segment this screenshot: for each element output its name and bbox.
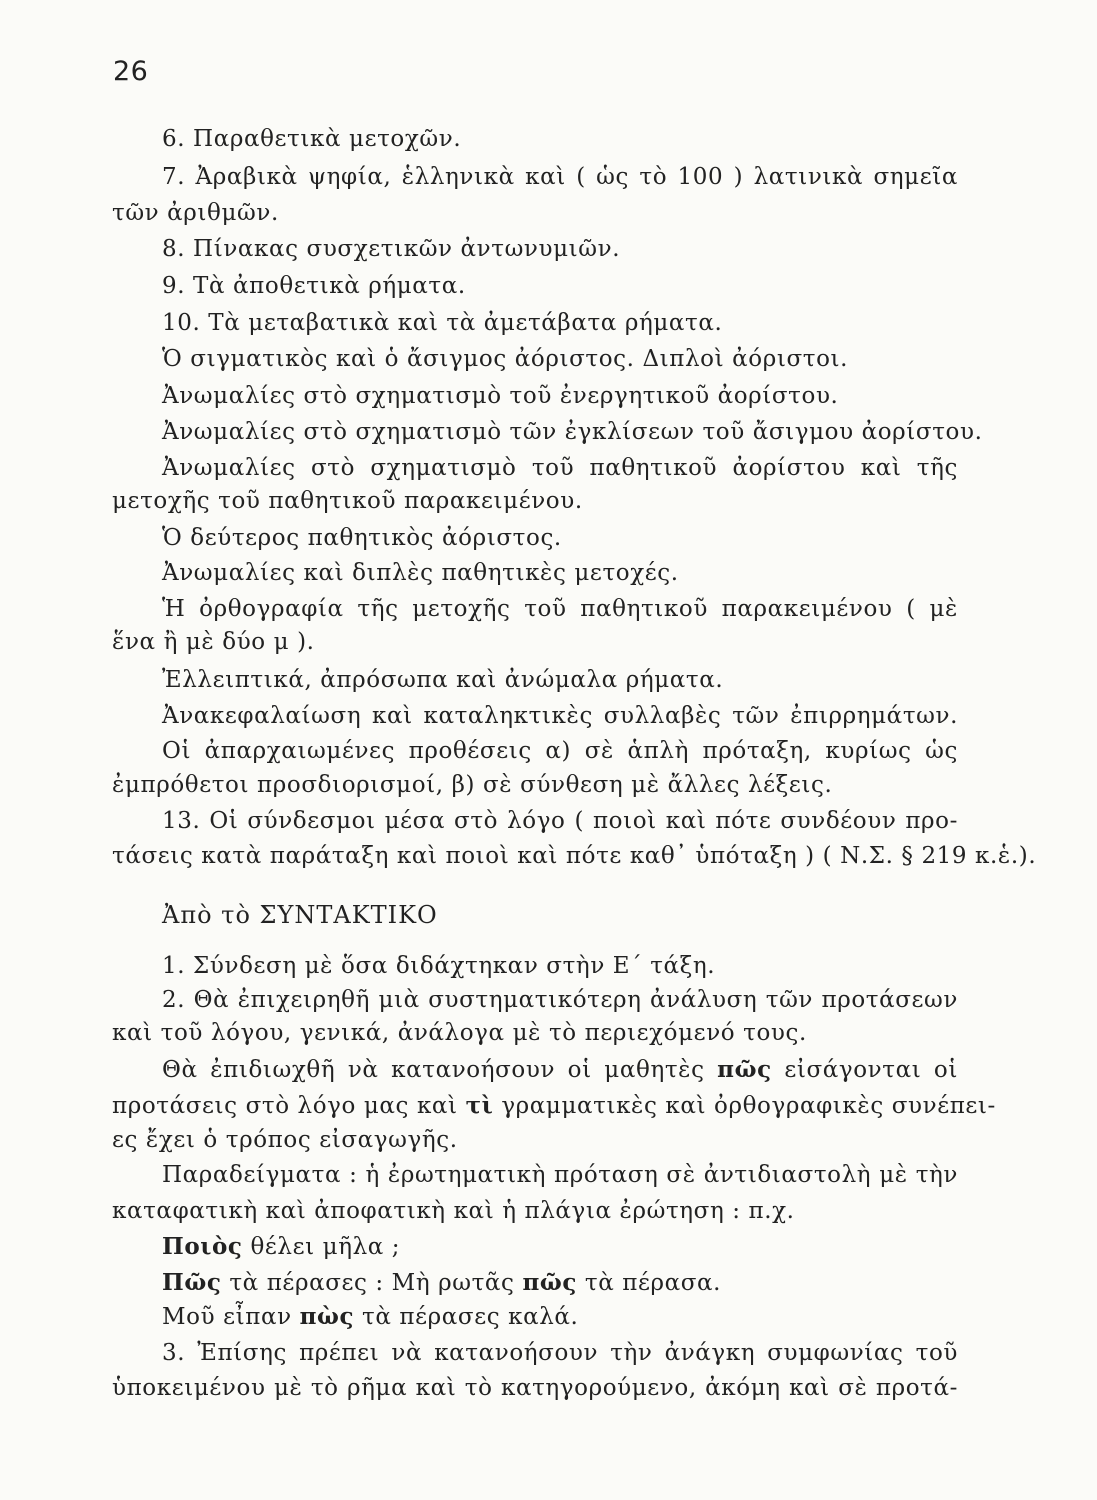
list-subitem-prepositions-line2: ἐμπρόθετοι προσδιορισμοί, β) σὲ σύνθεση μὲ ἄλλες λέξεις. [112,772,833,798]
example-line-1: Ποιὸς θέλει μῆλα ; [162,1233,401,1260]
syntax-paragraph-4-line1: Παραδείγματα : ἡ ἐρωτηματικὴ πρόταση σὲ ἀντιδιαστολὴ μὲ τὴν [162,1162,958,1188]
list-subitem-orthography-line2: ἕνα ἢ μὲ δύο μ ). [112,629,315,655]
syntax-paragraph-4-line2: καταφατικὴ καὶ ἀποφατικὴ καὶ ἡ πλάγια ἐρώτηση : π.χ. [112,1198,795,1224]
list-item-7-line2: τῶν ἀριθμῶν. [112,200,279,226]
list-subitem-elliptical-verbs: Ἐλλειπτικά, ἀπρόσωπα καὶ ἀνώμαλα ρήματα. [162,667,724,693]
syntax-item-3-line1: 3. Ἐπίσης πρέπει νὰ κατανοήσουν τὴν ἀνάγκη συμφωνίας τοῦ [162,1340,958,1366]
list-item-6: 6. Παραθετικὰ μετοχῶν. [162,126,462,152]
example-line-2: Πῶς τὰ πέρασες : Μὴ ρωτᾶς πῶς τὰ πέρασα. [162,1269,722,1296]
syntax-item-2-line2: καὶ τοῦ λόγου, γενικά, ἀνάλογα μὲ τὸ περιεχόμενό τους. [112,1020,807,1046]
bold-word-pos: πῶς [717,1056,772,1083]
list-subitem-orthography-line1: Ἡ ὀρθογραφία τῆς μετοχῆς τοῦ παθητικοῦ παρακειμένου ( μὲ [162,596,958,622]
list-item-7-line1: 7. Ἀραβικὰ ψηφία, ἑλληνικὰ καὶ ( ὡς τὸ 100 ) λατινικὰ σημεῖα [162,164,958,190]
list-subitem-passive-aorist-line2: μετοχῆς τοῦ παθητικοῦ παρακειμένου. [112,488,583,514]
list-subitem-adverb-endings: Ἀνακεφαλαίωση καὶ καταληκτικὲς συλλαβὲς τῶν ἐπιρρημάτων. [162,703,958,729]
list-subitem-passive-aorist-line1: Ἀνωμαλίες στὸ σχηματισμὸ τοῦ παθητικοῦ ἀορίστου καὶ τῆς [162,455,958,481]
list-subitem-sigmatic-aorist: Ὁ σιγματικὸς καὶ ὁ ἄσιγμος ἀόριστος. Διπλοὶ ἀόριστοι. [162,346,849,372]
list-subitem-active-aorist: Ἀνωμαλίες στὸ σχηματισμὸ τοῦ ἐνεργητικοῦ ἀορίστου. [162,383,839,409]
list-subitem-passive-participles: Ἀνωμαλίες καὶ διπλὲς παθητικὲς μετοχές. [162,560,679,586]
list-item-9: 9. Τὰ ἀποθετικὰ ρήματα. [162,273,466,299]
syntax-paragraph-3-line3: ες ἔχει ὁ τρόπος εἰσαγωγῆς. [112,1127,458,1153]
page-number: 26 [113,56,149,87]
syntax-item-1: 1. Σύνδεση μὲ ὅσα διδάχτηκαν στὴν Ε΄ τάξη. [162,953,716,979]
syntax-item-2-line1: 2. Θὰ ἐπιχειρηθῆ μιὰ συστηματικότερη ἀνάλυση τῶν προτάσεων [162,987,958,1013]
list-item-13-line2: τάσεις κατὰ παράταξη καὶ ποιοὶ καὶ πότε καθ᾽ ὑπόταξη ) ( Ν.Σ. § 219 κ.ἑ.). [112,843,1037,869]
list-subitem-asigmatic-moods: Ἀνωμαλίες στὸ σχηματισμὸ τῶν ἐγκλίσεων τοῦ ἄσιγμου ἀορίστου. [162,419,983,445]
list-subitem-second-passive-aorist: Ὁ δεύτερος παθητικὸς ἀόριστος. [162,525,562,551]
list-item-8: 8. Πίνακας συσχετικῶν ἀντωνυμιῶν. [162,236,621,262]
bold-word-ti: τὶ [465,1092,494,1119]
syntax-paragraph-3-line1: Θὰ ἐπιδιωχθῆ νὰ κατανοήσουν οἱ μαθητὲς πῶς εἰσάγονται οἱ [162,1056,958,1083]
list-item-10: 10. Τὰ μεταβατικὰ καὶ τὰ ἀμετάβατα ρήματα. [162,310,723,336]
list-item-13-line1: 13. Οἱ σύνδεσμοι μέσα στὸ λόγο ( ποιοὶ καὶ πότε συνδέουν προ- [162,808,958,834]
section-heading-syntax: Ἀπὸ τὸ ΣΥΝΤΑΚΤΙΚΟ [162,901,438,929]
syntax-paragraph-3-line2: προτάσεις στὸ λόγο μας καὶ τὶ γραμματικὲς καὶ ὀρθογραφικὲς συνέπει- [112,1092,996,1119]
example-line-3: Μοῦ εἶπαν πὼς τὰ πέρασες καλά. [162,1303,579,1330]
list-subitem-prepositions-line1: Οἱ ἀπαρχαιωμένες προθέσεις α) σὲ ἁπλὴ πρόταξη, κυρίως ὡς [162,738,958,764]
syntax-item-3-line2: ὑποκειμένου μὲ τὸ ρῆμα καὶ τὸ κατηγορούμενο, ἀκόμη καὶ σὲ προτά- [112,1375,958,1401]
